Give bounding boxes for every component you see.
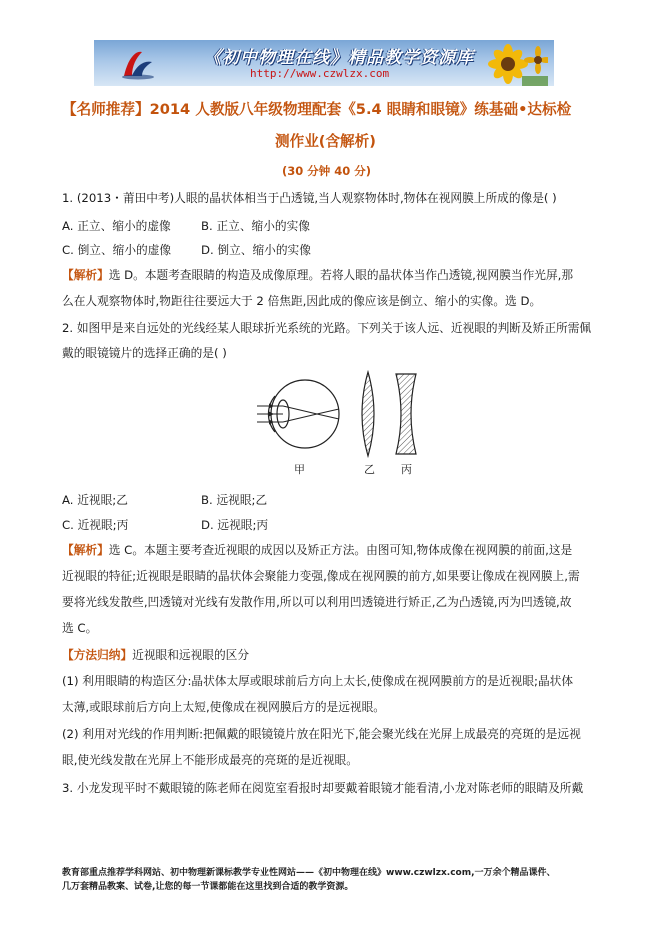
q2-analysis-line1: 选 C。本题主要考查近视眼的成因以及矫正方法。由图可知,物体成像在视网膜的前面,这是 (108, 543, 573, 557)
q1-analysis (62, 267, 573, 283)
banner-title: 《初中物理在线》精品教学资源库 (204, 48, 474, 68)
q1-analysis-line1: 选 D。本题考查眼睛的构造及成像原理。若将人眼的晶状体当作凸透镜,视网膜当作光屏,那 (108, 268, 574, 282)
q1-option-b: B. 正立、缩小的实像 (201, 219, 310, 233)
analysis-tag: 【解析】 (62, 543, 109, 557)
q2-analysis-line2: 近视眼的特征;近视眼是眼睛的晶状体会聚能力变强,像成在视网膜的前方,如果要让像成在视网膜上,需 (62, 569, 580, 583)
q2-option-d: D. 远视眼;丙 (201, 518, 269, 532)
convex-lens-shape (362, 372, 374, 456)
q2-stem-line1: 2. 如图甲是来自远处的光线经某人眼球折光系统的光路。下列关于该人远、近视眼的判断及矫正所需佩 (62, 321, 592, 335)
q2-option-b: B. 远视眼;乙 (201, 493, 268, 507)
banner-url: http://www.czwlzx.com (250, 67, 390, 80)
method-line1: (1) 利用眼睛的构造区分:晶状体太厚或眼球前后方向上太长,使像成在视网膜前方的是近视眼;晶状体 (62, 674, 574, 688)
ray-arrows (269, 404, 274, 425)
time-and-score: (30 分钟 40 分) (282, 164, 372, 178)
figure-label-bing: 丙 (401, 463, 412, 476)
page-title-continued: 测作业(含解析) (275, 133, 376, 150)
figure-label-yi: 乙 (364, 463, 375, 476)
header-banner (94, 40, 554, 86)
method-line3: (2) 利用对光线的作用判断:把佩戴的眼镜镜片放在阳光下,能会聚光线在光屏上成最亮的亮斑的是远视 (62, 727, 581, 741)
analysis-tag: 【解析】 (62, 268, 109, 282)
q2-option-a: A. 近视眼;乙 (62, 493, 128, 507)
method-title: 近视眼和远视眼的区分 (132, 648, 250, 662)
q2-stem-line2: 戴的眼镜镜片的选择正确的是( ) (62, 346, 227, 360)
method-tag: 【方法归纳】 (62, 648, 133, 662)
q2-analysis-line4: 选 C。 (62, 621, 98, 635)
site-logo-icon (120, 48, 154, 80)
figure-label-jia: 甲 (294, 463, 305, 476)
q1-option-a: A. 正立、缩小的虚像 (62, 219, 171, 233)
q2-analysis-line3: 要将光线发散些,凹透镜对光线有发散作用,所以可以利用凹透镜进行矫正,乙为凸透镜,丙为凹透镜,故 (62, 595, 572, 609)
q1-option-d: D. 倒立、缩小的实像 (201, 243, 311, 257)
q3-stem: 3. 小龙发现平时不戴眼镜的陈老师在阅览室看报时却要戴着眼镜才能看清,小龙对陈老师的眼睛及所戴 (62, 781, 584, 795)
q1-option-c: C. 倒立、缩小的虚像 (62, 243, 172, 257)
sunflower-icon (478, 42, 548, 86)
footer-line1: 教育部重点推荐学科网站、初中物理新课标教学专业性网站——《初中物理在线》www.czwlzx.com,一万余个精品课件、 (62, 868, 556, 878)
q2-analysis (62, 542, 572, 558)
method-summary (62, 647, 249, 663)
q1-stem: 1. (2013・莆田中考)人眼的晶状体相当于凸透镜,当人观察物体时,物体在视网膜上所成的像是( ) (62, 191, 557, 205)
page-title: 【名师推荐】2014 人教版八年级物理配套《5.4 眼睛和眼镜》练基础•达标检 (62, 101, 572, 118)
method-line2: 太薄,或眼球前后方向上太短,使像成在视网膜后方的是远视眼。 (62, 700, 385, 714)
q1-analysis-line2: 么在人观察物体时,物距往往要远大于 2 倍焦距,因此成的像应该是倒立、缩小的实像。选 D。 (62, 294, 542, 308)
method-line4: 眼,使光线发散在光屏上不能形成最亮的亮斑的是近视眼。 (62, 753, 358, 767)
concave-lens-shape (396, 374, 416, 454)
q2-option-c: C. 近视眼;丙 (62, 518, 129, 532)
footer-line2: 几万套精品教案、试卷,让您的每一节课都能在这里找到合适的教学资源。 (62, 882, 354, 892)
